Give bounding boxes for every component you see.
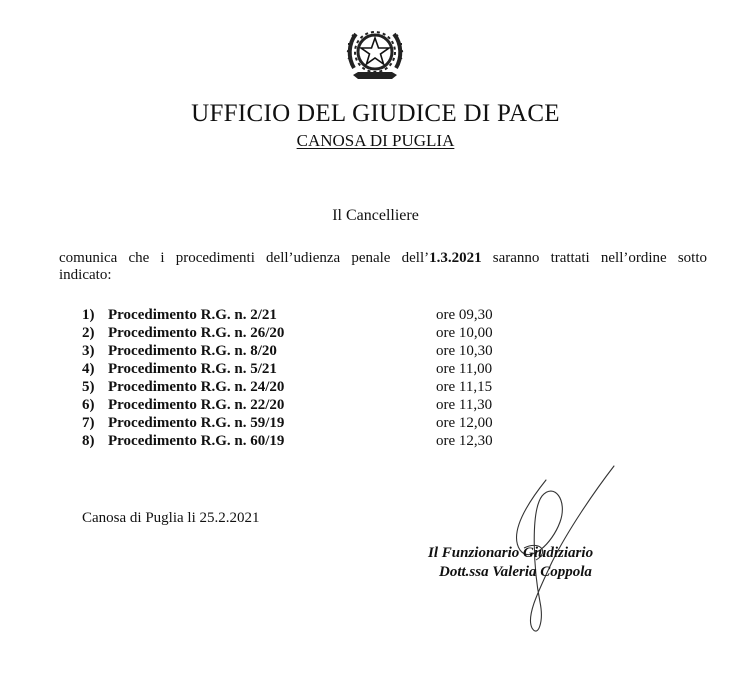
intro-text-after: saranno trattati nell’ordine sotto	[481, 250, 707, 266]
case-time: ore 10,00	[436, 325, 493, 341]
case-label: Procedimento R.G. n. 60/19	[108, 433, 285, 449]
intro-line-1	[59, 250, 707, 267]
case-label: Procedimento R.G. n. 8/20	[108, 343, 277, 359]
case-number: 4)	[82, 361, 95, 377]
office-city: CANOSA DI PUGLIA	[296, 131, 455, 150]
case-label: Procedimento R.G. n. 26/20	[108, 325, 285, 341]
list-item	[82, 342, 542, 360]
signature-block	[428, 544, 593, 582]
case-list	[82, 306, 542, 450]
list-item	[82, 396, 542, 414]
case-number: 7)	[82, 415, 95, 431]
case-time: ore 09,30	[436, 307, 493, 323]
list-item	[82, 360, 542, 378]
intro-line-2: indicato:	[59, 267, 112, 283]
place-and-date: Canosa di Puglia li 25.2.2021	[82, 510, 260, 526]
case-time: ore 10,30	[436, 343, 493, 359]
list-item	[82, 306, 542, 324]
case-number: 2)	[82, 325, 95, 341]
case-number: 1)	[82, 307, 95, 323]
hearing-date: 1.3.2021	[429, 250, 482, 266]
italian-republic-emblem-icon	[344, 24, 406, 86]
case-number: 5)	[82, 379, 95, 395]
list-item	[82, 378, 542, 396]
case-time: ore 12,00	[436, 415, 493, 431]
case-time: ore 11,00	[436, 361, 493, 377]
case-number: 8)	[82, 433, 95, 449]
list-item	[82, 324, 542, 342]
case-label: Procedimento R.G. n. 24/20	[108, 379, 285, 395]
signatory-title: Il Funzionario Giudiziario	[428, 545, 594, 561]
case-label: Procedimento R.G. n. 5/21	[108, 361, 277, 377]
list-item	[82, 414, 542, 432]
case-label: Procedimento R.G. n. 59/19	[108, 415, 285, 431]
office-title: UFFICIO DEL GIUDICE DI PACE	[191, 100, 560, 127]
case-time: ore 11,30	[436, 397, 493, 413]
case-time: ore 11,15	[436, 379, 493, 395]
case-time: ore 12,30	[436, 433, 493, 449]
case-label: Procedimento R.G. n. 22/20	[108, 397, 285, 413]
case-number: 3)	[82, 343, 95, 359]
case-number: 6)	[82, 397, 95, 413]
intro-paragraph	[59, 250, 707, 284]
intro-text-before: comunica che i procedimenti dell’udienza penale dell’	[59, 250, 430, 266]
case-label: Procedimento R.G. n. 2/21	[108, 307, 277, 323]
role-heading: Il Cancelliere	[332, 207, 419, 224]
signatory-name: Dott.ssa Valeria Coppola	[439, 564, 592, 580]
list-item	[82, 432, 542, 450]
